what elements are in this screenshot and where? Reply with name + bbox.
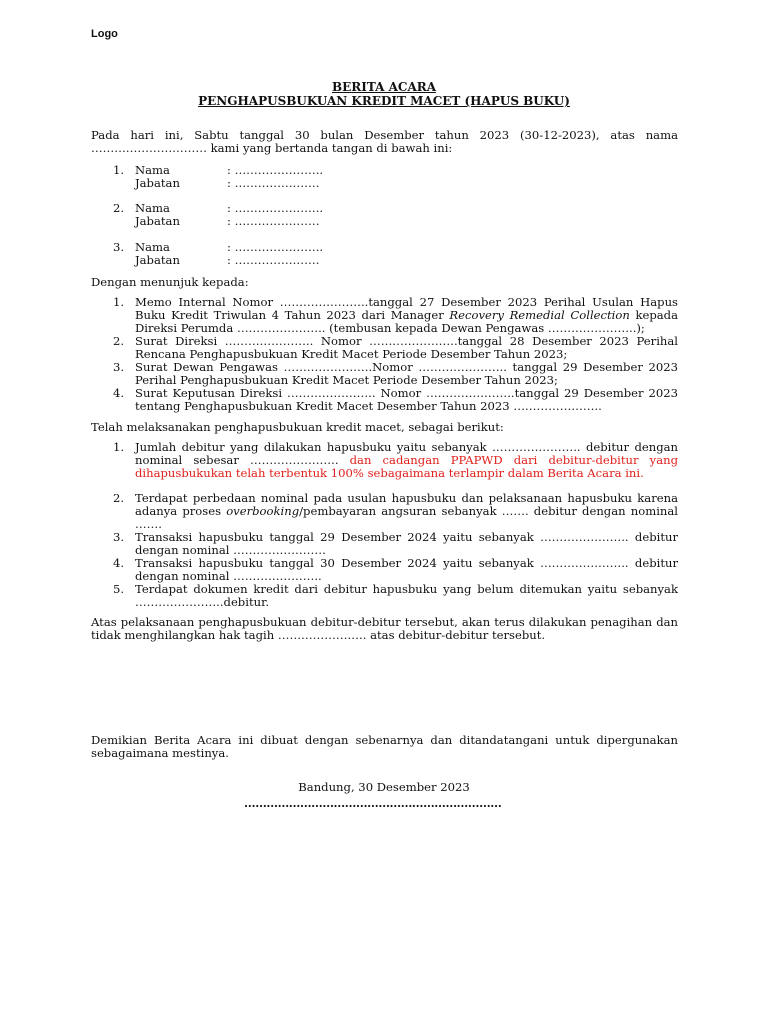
result-number: 4. — [113, 556, 125, 570]
signer-position-value: : …………………. — [227, 214, 320, 228]
signer-number: 1. — [113, 163, 125, 177]
result-text: Jumlah debitur yang dilakukan hapusbuku yaitu sebanyak ………………….. debitur dengan nominal sebesar ………………….. — [135, 440, 678, 467]
result-text: /pembayaran angsuran sebanyak ……. debitur dengan nominal ……. — [135, 504, 678, 531]
logo-placeholder: Logo — [91, 28, 118, 40]
document-title: BERITA ACARA — [331, 80, 437, 94]
result-item: Transaksi hapusbuku tanggal 30 Desember 2024 yaitu sebanyak ………………….. debitur dengan nominal ………………….. — [135, 556, 678, 583]
result-text: Terdapat perbedaan nominal pada usulan hapusbuku dan pelaksanaan hapusbuku karena adanya proses — [135, 491, 678, 518]
signer-number: 2. — [113, 201, 125, 215]
signer-name-label: Nama — [135, 163, 170, 177]
signer-position-label: Jabatan — [135, 253, 180, 267]
signer-name-value: : ………………….. — [227, 163, 324, 177]
reference-number: 2. — [113, 334, 125, 348]
signer-position-value: : …………………. — [227, 253, 320, 267]
reference-text: Memo Internal Nomor …………………..tanggal 27 Desember 2023 Perihal Usulan Hapus Buku Kredit Triwulan 4 Tahun 2023 dari Manager — [135, 295, 678, 322]
document-subtitle: PENGHAPUSBUKUAN KREDIT MACET (HAPUS BUKU) — [198, 94, 570, 108]
closing-paragraph: Demikian Berita Acara ini dibuat dengan sebenarnya dan ditandatangani untuk dipergunakan sebagaimana mestinya. — [91, 733, 678, 760]
opening-paragraph: Pada hari ini, Sabtu tanggal 30 bulan Desember tahun 2023 (30-12-2023), atas nama ………………………… kami yang bertanda tangan di bawah ini: — [91, 128, 678, 155]
signer-position-label: Jabatan — [135, 176, 180, 190]
result-item: Terdapat dokumen kredit dari debitur hapusbuku yang belum ditemukan yaitu sebanyak …………………..debitur. — [135, 582, 678, 609]
signer-name-value: : ………………….. — [227, 240, 324, 254]
result-item: Transaksi hapusbuku tanggal 29 Desember 2024 yaitu sebanyak ………………….. debitur dengan nominal …………………… — [135, 530, 678, 557]
signer-name-value: : ………………….. — [227, 201, 324, 215]
reference-number: 4. — [113, 386, 125, 400]
reference-item: Surat Keputusan Direksi ………………….. Nomor …………………..tanggal 29 Desember 2023 tentang Penghapusbukuan Kredit Macet Desember Tahun 2023 ………………….. — [135, 386, 678, 413]
result-item — [135, 441, 678, 480]
reference-intro: Dengan menunjuk kepada: — [91, 275, 249, 289]
reference-number: 1. — [113, 295, 125, 309]
followup-paragraph: Atas pelaksanaan penghapusbukuan debitur-debitur tersebut, akan terus dilakukan penagihan dan tidak menghilangkan hak tagih ………………….. atas debitur-debitur tersebut. — [91, 615, 678, 642]
reference-item: Surat Direksi ………………….. Nomor …………………..tanggal 28 Desember 2023 Perihal Rencana Penghapusbukuan Kredit Macet Periode Desember Tahun 2023; — [135, 334, 678, 361]
reference-text: kepada Direksi Perumda ………………….. (tembusan kepada Dewan Pengawas …………………..); — [135, 308, 679, 335]
result-number: 2. — [113, 491, 125, 505]
result-item — [135, 492, 678, 531]
signer-number: 3. — [113, 240, 125, 254]
signer-position-value: : …………………. — [227, 176, 320, 190]
reference-number: 3. — [113, 360, 125, 374]
result-number: 5. — [113, 582, 125, 596]
execution-intro: Telah melaksanakan penghapusbukuan kredit macet, sebagai berikut: — [91, 420, 504, 434]
signer-position-label: Jabatan — [135, 214, 180, 228]
result-red-note: dan cadangan PPAPWD dari debitur-debitur yang dihapusbukukan telah terbentuk 100% sebagaimana terlampir dalam Berita Acara ini. — [135, 453, 678, 480]
place-date: Bandung, 30 Desember 2023 — [298, 780, 470, 794]
signer-name-label: Nama — [135, 201, 170, 215]
reference-italic-text: Recovery Remedial Collection — [449, 308, 630, 322]
reference-item — [135, 296, 678, 335]
signature-line: …………………………………………………………… — [244, 796, 502, 810]
result-italic-text: overbooking — [226, 504, 300, 518]
reference-item: Surat Dewan Pengawas …………………..Nomor ………………….. tanggal 29 Desember 2023 Perihal Penghapusbukuan Kredit Macet Periode Desember Tahun 2023; — [135, 360, 678, 387]
signer-name-label: Nama — [135, 240, 170, 254]
result-number: 3. — [113, 530, 125, 544]
result-number: 1. — [113, 440, 125, 454]
